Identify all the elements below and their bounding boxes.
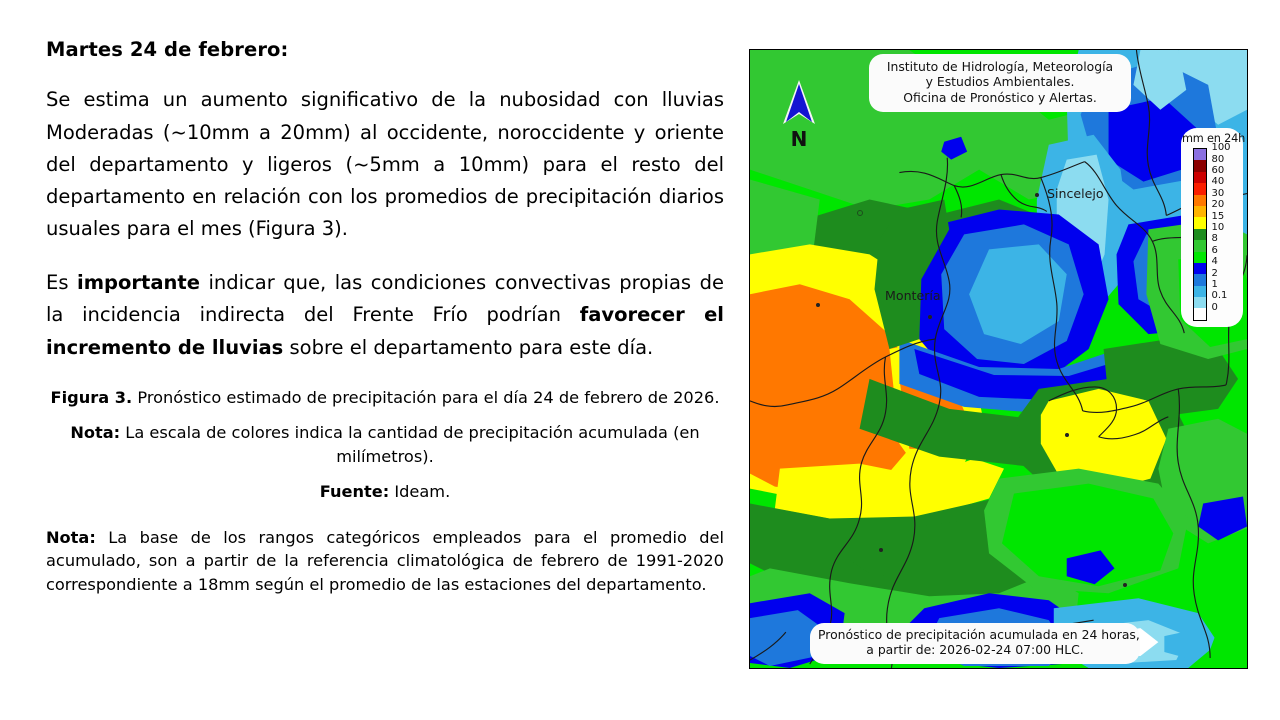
town-marker-c: [1065, 433, 1069, 437]
north-arrow-label: N: [790, 127, 808, 151]
legend-swatch: [1194, 195, 1206, 206]
legend-tick-label: 40: [1211, 176, 1225, 188]
legend-swatch: [1194, 297, 1206, 308]
legend-tick-label: 60: [1211, 165, 1225, 177]
paragraph-importante: [46, 267, 724, 364]
legend-swatch: [1194, 240, 1206, 251]
legend-swatch: [1194, 217, 1206, 228]
text-run-0: Es: [46, 271, 78, 295]
legend-tick-label: 80: [1211, 153, 1225, 165]
note-scale: [46, 421, 724, 468]
map-footer-line-1: Pronóstico de precipitación acumulada en 24 horas,: [818, 626, 1140, 642]
map-raster: [750, 50, 1247, 668]
legend-tick-label: 30: [1211, 187, 1225, 199]
legend-swatch: [1194, 172, 1206, 183]
legend-tick-label: 8: [1211, 233, 1218, 245]
legend-tick-label: 10: [1211, 222, 1225, 234]
legend-tick-label: 100: [1211, 142, 1231, 154]
legend-swatch: [1194, 229, 1206, 240]
town-marker-a: [857, 210, 863, 216]
legend-swatch: [1194, 308, 1206, 319]
legend-swatch: [1194, 252, 1206, 263]
source-text: Ideam.: [389, 482, 451, 502]
paragraph-forecast: [46, 84, 724, 245]
town-marker-e: [879, 548, 883, 552]
map-footer-line-2: a partir de: 2026-02-24 07:00 HLC.: [866, 642, 1084, 658]
legend-title: mm en 24h: [1182, 132, 1246, 145]
legend-swatch: [1194, 206, 1206, 217]
legend-tick-label: 20: [1211, 199, 1225, 211]
text-column: [46, 38, 724, 597]
legend-ticks: [1211, 142, 1230, 321]
map-footer-box: [810, 623, 1140, 664]
figure-caption-text: Pronóstico estimado de precipitación para el día 24 de febrero de 2026.: [132, 387, 720, 407]
legend-tick-label: 0.1: [1211, 290, 1228, 302]
town-marker-b: [816, 303, 820, 307]
legend-swatch: [1194, 274, 1206, 285]
map-header-line-2: y Estudios Ambientales.: [925, 74, 1075, 90]
figure-caption: [46, 386, 724, 409]
legend-scale: [1185, 142, 1239, 321]
legend-tick-label: 1: [1211, 279, 1218, 290]
source-line: [46, 480, 724, 503]
town-marker-d: [1123, 583, 1127, 587]
legend-tick-label: 4: [1211, 256, 1218, 268]
note-base-text: La base de los rangos categóricos empleados para el promedio del acumulado, son a partir de la referencia climatológica de febrero de 1991-2020 correspondiente a 18mm según el promedio de las estaciones del departamento.: [46, 527, 724, 594]
page-title: Martes 24 de febrero:: [46, 38, 289, 61]
precipitation-map: [749, 49, 1248, 669]
legend-tick-label: 6: [1211, 244, 1218, 256]
text-run-0: Se estima un aumento significativo de la nubosidad con lluvias Moderadas (~10mm a 20mm) al occidente, noroccidente y oriente del departamento y ligeros (~5mm a 10mm) para el resto del departamento en relación con los promedios de precipitación diarios usuales para el mes (Figura 3).: [46, 88, 724, 241]
legend-swatches: [1193, 148, 1207, 321]
note-base-label: Nota:: [46, 527, 96, 547]
legend-swatch: [1194, 160, 1206, 171]
source-label: Fuente:: [319, 482, 390, 502]
text-run-3: favorecer el incremento de lluvias: [46, 303, 724, 359]
legend-tick-label: 2: [1211, 267, 1218, 279]
map-header-box: [869, 54, 1131, 112]
note-scale-text: La escala de colores indica la cantidad de precipitación acumulada (en milímetros).: [120, 423, 700, 466]
map-header-line-3: Oficina de Pronóstico y Alertas.: [903, 89, 1097, 105]
legend-swatch: [1194, 263, 1206, 274]
legend-swatch: [1194, 183, 1206, 194]
legend-swatch: [1194, 149, 1206, 160]
note-scale-label: Nota:: [70, 423, 121, 443]
city-label-sincelejo: Sincelejo: [1047, 186, 1104, 201]
text-run-2: indicar que, las condiciones convectivas propias de la incidencia indirecta del Frente Frío podrían: [46, 271, 724, 327]
note-base: [46, 526, 724, 597]
legend-swatch: [1194, 286, 1206, 297]
legend: [1181, 128, 1246, 327]
map-header-line-1: Instituto de Hidrología, Meteorología: [886, 59, 1114, 74]
text-run-4: sobre el departamento para este día.: [283, 335, 654, 359]
figure-caption-label: Figura 3.: [50, 387, 133, 407]
legend-tick-label: 15: [1211, 210, 1225, 222]
text-run-1: importante: [77, 271, 200, 295]
city-label-monteria: Montería: [885, 288, 941, 303]
legend-tick-label: 0: [1211, 301, 1218, 313]
